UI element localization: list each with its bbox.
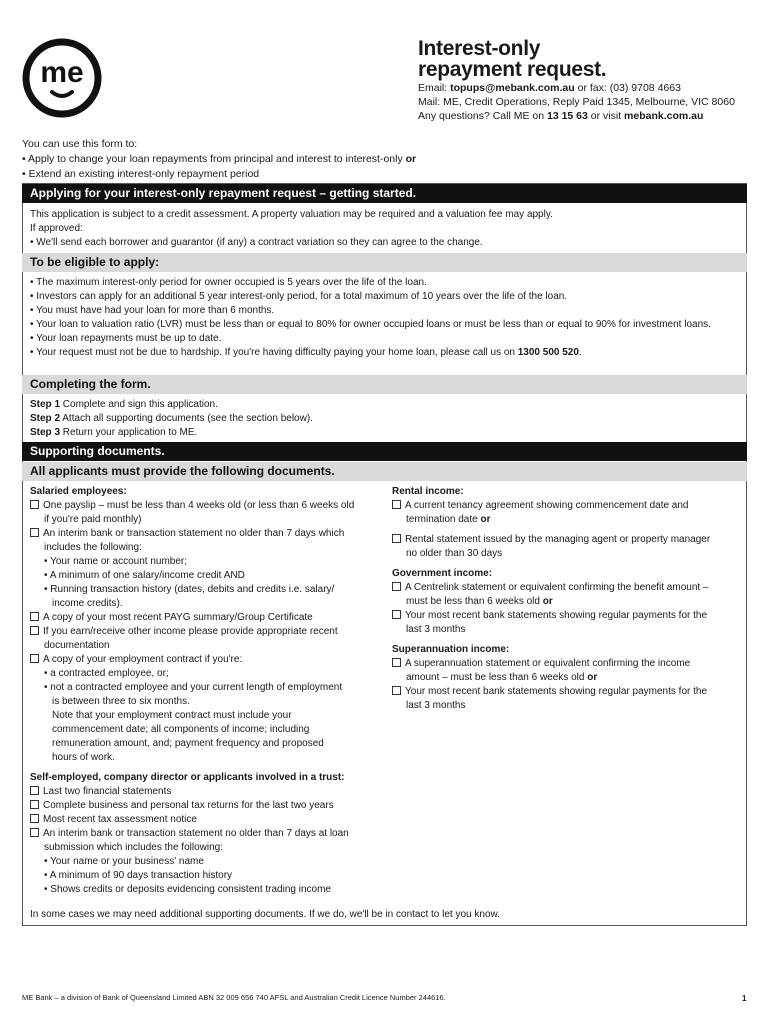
steps-list [30, 398, 742, 440]
superannuation-heading: Superannuation income: [392, 644, 510, 655]
page-title: Interest-only repayment request. [418, 37, 607, 81]
contact-info: Email: topups@mebank.com.au or fax: (03) 9708 4663 Mail: ME, Credit Operations, Reply Paid 1345, Melbourne, VIC 8060 Any questions? Call ME on 13 15 63 or visit mebank.com.au [418, 82, 735, 122]
checkbox-centrelink[interactable] [392, 582, 401, 591]
hardship-phone: 1300 500 520 [517, 347, 579, 358]
section-header-eligible: To be eligible to apply: [22, 253, 747, 272]
salaried-heading: Salaried employees: [30, 486, 127, 497]
checkbox-super-bank-statements[interactable] [392, 686, 401, 695]
checkbox-payslip[interactable] [30, 500, 39, 509]
checkbox-interim-statement[interactable] [30, 528, 39, 537]
page-number: 1 [742, 994, 747, 1003]
salaried-column: Salaried employees: One payslip – must be less than 4 weeks old (or less than 6 weeks old if you're paid monthly) An interim bank or transaction statement no older than 7 days which includes the following: • Your name or account number; • A minimum of one salary/income credit AND • Running transaction history (dates, debits and credits i.e. salary/ income credits). A copy of your most recent PAYG summary/Group Certificate If you earn/receive other income please provide appropriate recent documentation A copy of your employment contract if you're: • a contracted employee, or; • not a contracted employee and your current length of employment is between three to six months. Note that your employment contract must include your commencement date; all components of income; including remuneration amount, and; payment frequency and proposed hours of work. [30, 485, 390, 765]
checkbox-government-bank-statements[interactable] [392, 610, 401, 619]
step-2: Step 2 Attach all supporting documents (see the section below). [30, 413, 313, 424]
self-employed-column: Self-employed, company director or applicants involved in a trust: Last two financial statements Complete business and personal tax returns for the last two years Most recent tax assessment notice An interim bank or transaction statement no older than 7 days at loan submission which includes the following: • Your name or your business' name • A minimum of 90 days transaction history • Shows credits or deposits evidencing consistent trading income [30, 771, 430, 897]
checkbox-payg[interactable] [30, 612, 39, 621]
email-link[interactable]: topups@mebank.com.au [450, 82, 575, 94]
list-item: • Investors can apply for an additional 5 year interest-only period, for a total maximum of 10 years over the life of the loan. [30, 291, 568, 302]
checkbox-rental-statement[interactable] [392, 534, 401, 543]
government-heading: Government income: [392, 568, 493, 579]
step-3: Step 3 Return your application to ME. [30, 427, 198, 438]
closing-note: In some cases we may need additional supporting documents. If we do, we'll be in contact to let you know. [30, 909, 500, 920]
other-income-column: Rental income: A current tenancy agreement showing commencement date and termination date or Rental statement issued by the managing agent or property manager no older than 30 days Government income: A Centrelink statement or equivalent confirming the benefit amount – must be less than 6 weeks old or Your most recent bank statements showing regular payments for the last 3 months Superannuation income: A superannuation statement or equivalent confirming the income amount – must be less than 6 weeks old or Your most recent bank statements showing regular payments for the last 3 months [392, 485, 744, 713]
checkbox-superannuation-statement[interactable] [392, 658, 401, 667]
checkbox-self-employed-interim[interactable] [30, 828, 39, 837]
checkbox-tenancy-agreement[interactable] [392, 500, 401, 509]
getting-started-text: This application is subject to a credit assessment. A property valuation may be required and a valuation fee may apply. If approved: • We'll send each borrower and guarantor (if any) a contract variation so they can agree to the change. [30, 209, 553, 248]
checkbox-tax-notice[interactable] [30, 814, 39, 823]
section-header-supporting: Supporting documents. [22, 442, 747, 461]
checkbox-employment-contract[interactable] [30, 654, 39, 663]
list-item: • The maximum interest-only period for owner occupied is 5 years over the life of the loan. [30, 277, 427, 288]
list-item: • Your loan repayments must be up to date. [30, 333, 222, 344]
step-1: Step 1 Complete and sign this application. [30, 399, 218, 410]
checkbox-financial-statements[interactable] [30, 786, 39, 795]
list-item: • Your loan to valuation ratio (LVR) must be less than or equal to 80% for owner occupied loans or must be less than or equal to 90% for investment loans. [30, 319, 711, 330]
section-header-completing: Completing the form. [22, 375, 747, 394]
intro: You can use this form to: • Apply to change your loan repayments from principal and interest to interest-only or • Extend an existing interest-only repayment period [22, 138, 417, 180]
list-item: • You must have had your loan for more than 6 months. [30, 305, 275, 316]
self-employed-heading: Self-employed, company director or applicants involved in a trust: [30, 772, 345, 783]
me-logo [22, 38, 102, 118]
website-link[interactable]: mebank.com.au [624, 110, 704, 122]
section-header-getting-started: Applying for your interest-only repayment request – getting started. [22, 184, 747, 203]
checkbox-tax-returns[interactable] [30, 800, 39, 809]
phone-number: 13 15 63 [546, 110, 588, 122]
eligibility-list [30, 276, 742, 360]
rental-heading: Rental income: [392, 486, 464, 497]
logo-text: me [40, 56, 84, 89]
section-subheader-all-applicants: All applicants must provide the following documents. [22, 462, 747, 481]
footer-legal: ME Bank – a division of Bank of Queensland Limited ABN 32 009 656 740 AFSL and Australian Credit Licence Number 244616. [22, 993, 446, 1002]
list-item: • Your request must not be due to hardship. If you're having difficulty paying your home loan, please call us on 1300 500 520. [30, 347, 582, 358]
checkbox-other-income[interactable] [30, 626, 39, 635]
